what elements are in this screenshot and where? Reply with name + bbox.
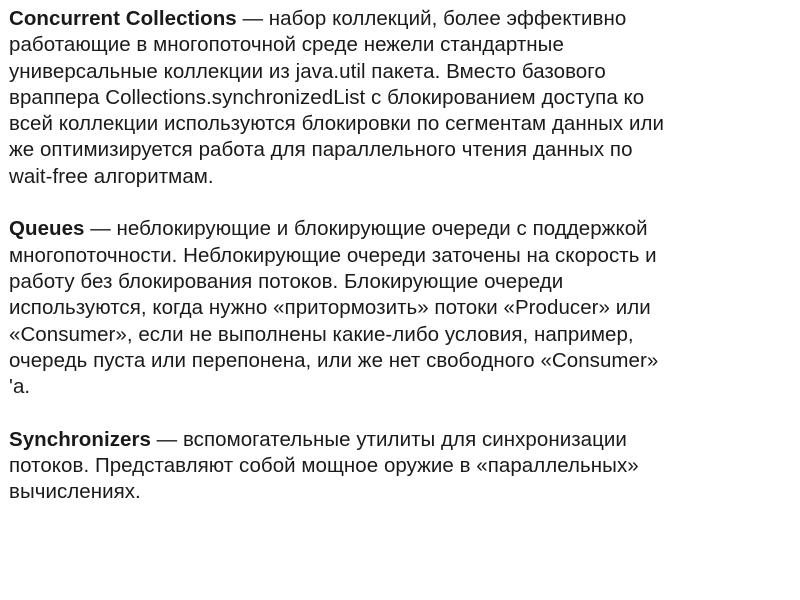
text-line: wait-free алгоритмам.: [9, 164, 214, 188]
text-line: многопоточности. Неблокирующие очереди заточены на скорость и: [9, 243, 657, 267]
text-line: враппера Collections.synchronizedList с блокированием доступа ко: [9, 85, 645, 109]
text-line: [9, 216, 793, 242]
text-line: работающие в многопоточной среде нежели стандартные: [9, 33, 564, 57]
paragraph-synchronizers: [9, 427, 793, 506]
text-line: же оптимизируется работа для параллельного чтения данных по: [9, 138, 633, 162]
text-fragment: — набор коллекций, более эффективно: [236, 7, 627, 30]
text-line: [9, 6, 793, 32]
text-line: 'а.: [9, 375, 31, 399]
term-heading: Queues: [9, 217, 85, 241]
text-line: всей коллекции используются блокировки по сегментам данных или: [9, 112, 664, 136]
text-fragment: — неблокирующие и блокирующие очереди с поддержкой: [84, 217, 648, 241]
text-line: [9, 427, 793, 453]
term-heading: Synchronizers: [9, 427, 151, 451]
term-heading: Concurrent Collections: [9, 7, 237, 30]
text-line: работу без блокирования потоков. Блокирующие очереди: [9, 269, 564, 293]
paragraph-concurrent-collections: [9, 6, 793, 190]
text-line: потоков. Представляют собой мощное оружие в «параллельных»: [9, 454, 639, 478]
text-line: вычислениях.: [9, 480, 141, 504]
text-line: «Consumer», если не выполнены какие-либо условия, например,: [9, 322, 634, 346]
text-fragment: — вспомогательные утилиты для синхронизации: [150, 427, 627, 451]
text-line: очередь пуста или перепонена, или же нет свободного «Consumer»: [9, 348, 659, 372]
paragraph-queues: [9, 216, 793, 400]
slide-body: [9, 6, 793, 532]
text-line: универсальные коллекции из java.util пакета. Вместо базового: [9, 59, 606, 83]
text-line: используются, когда нужно «притормозить» потоки «Producer» или: [9, 296, 651, 320]
